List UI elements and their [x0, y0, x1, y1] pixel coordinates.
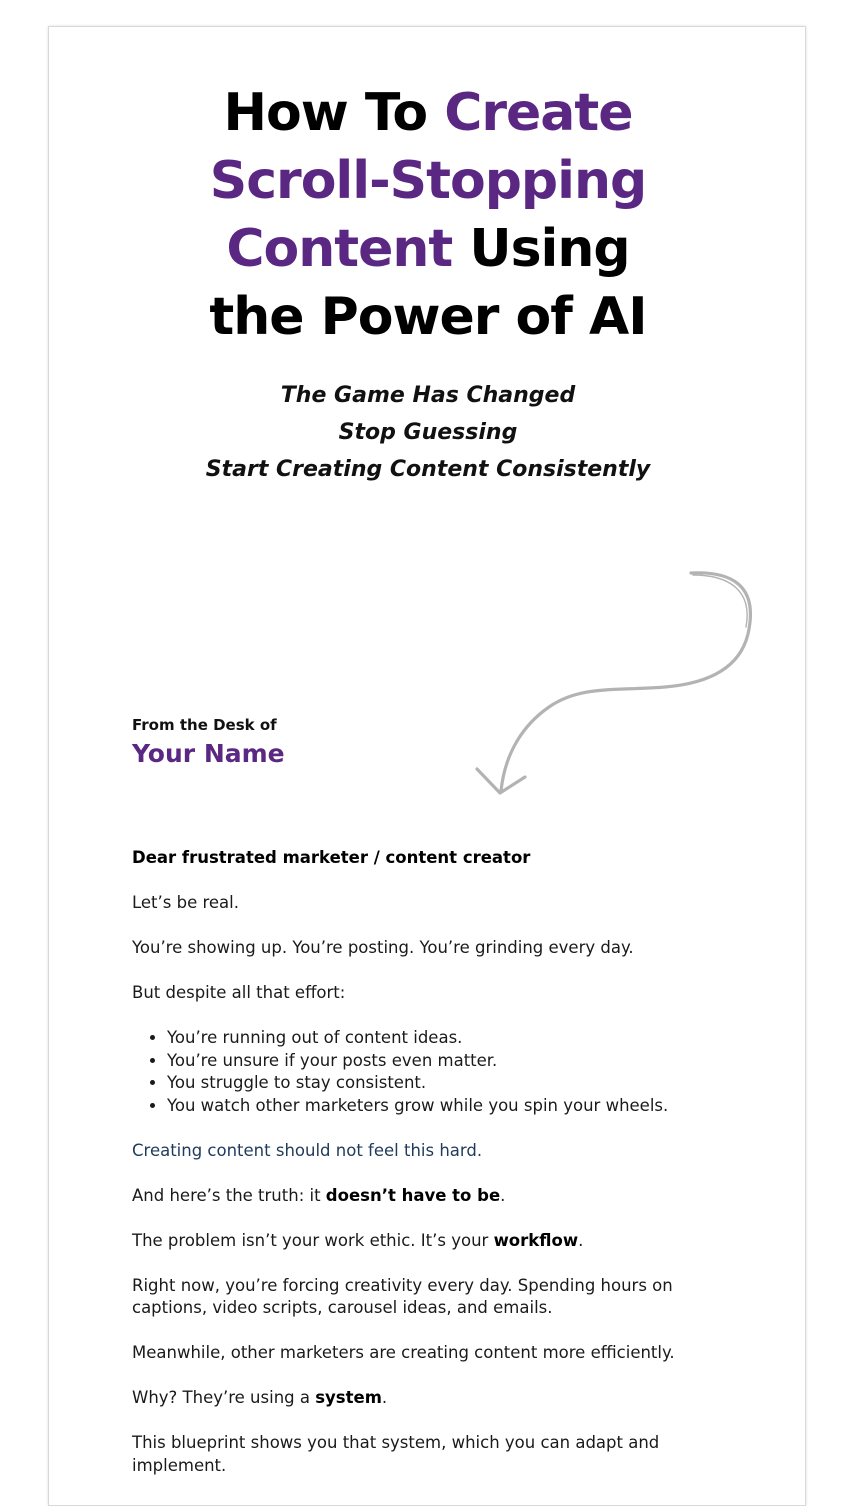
headline-line-1	[49, 79, 807, 147]
subheadline	[49, 377, 807, 488]
paragraph: Let’s be real.	[132, 893, 239, 912]
paragraph-text: And here’s the truth: it	[132, 1185, 326, 1205]
paragraph	[132, 1387, 732, 1410]
list-item: • You watch other marketers grow while you spin your wheels.	[167, 1095, 732, 1118]
emphasis-text: doesn’t have to be	[325, 1185, 501, 1205]
paragraph-text: Why? They’re using a	[132, 1388, 316, 1407]
paragraph: You’re showing up. You’re posting. You’re grinding every day.	[132, 938, 634, 957]
headline-line-2: Scroll-Stopping	[209, 151, 647, 211]
headline-highlight: Create	[444, 83, 633, 143]
headline-line-4: the Power of AI	[209, 287, 647, 347]
desk-label: From the Desk of	[132, 716, 277, 734]
emphasis-text: workflow	[493, 1230, 579, 1250]
list-item: • You’re running out of content ideas.	[167, 1027, 732, 1050]
list-item: • You struggle to stay consistent.	[167, 1072, 732, 1095]
subheadline-line: Stop Guessing	[338, 420, 518, 445]
author-name: Your Name	[132, 739, 285, 768]
paragraph-text: .	[381, 1388, 388, 1407]
letter-greeting	[132, 847, 732, 870]
desk-signature	[132, 715, 285, 771]
paragraph	[132, 1230, 732, 1253]
paragraph: Right now, you’re forcing creativity every day. Spending hours on captions, video scripts, carousel ideas, and emails.	[132, 1275, 673, 1317]
headline-highlight: Content	[226, 219, 453, 279]
paragraph-text: The problem isn’t your work ethic. It’s your	[132, 1230, 494, 1250]
paragraph-text: .	[500, 1185, 506, 1205]
subheadline-line: The Game Has Changed	[280, 383, 576, 408]
letter-body	[132, 847, 732, 1500]
greeting-text: Dear frustrated marketer / content creator	[132, 848, 531, 867]
headline-text: Using	[452, 219, 630, 279]
sales-letter-page	[48, 26, 806, 1506]
pain-points-list	[132, 1027, 732, 1117]
emphasis-text: system	[315, 1388, 382, 1407]
subheadline-line: Start Creating Content Consistently	[205, 457, 651, 482]
headline-text: How To	[223, 83, 445, 143]
paragraph-text: .	[578, 1230, 584, 1250]
page-title	[49, 79, 807, 351]
list-item: • You’re unsure if your posts even matter.	[167, 1050, 732, 1073]
headline-line-3	[49, 215, 807, 283]
paragraph: Meanwhile, other marketers are creating content more efficiently.	[132, 1343, 675, 1362]
highlight-paragraph: Creating content should not feel this hard.	[132, 1140, 483, 1160]
paragraph: This blueprint shows you that system, which you can adapt and implement.	[132, 1433, 660, 1475]
paragraph	[132, 1185, 732, 1208]
curved-arrow-icon	[469, 563, 769, 833]
paragraph: But despite all that effort:	[132, 983, 346, 1002]
